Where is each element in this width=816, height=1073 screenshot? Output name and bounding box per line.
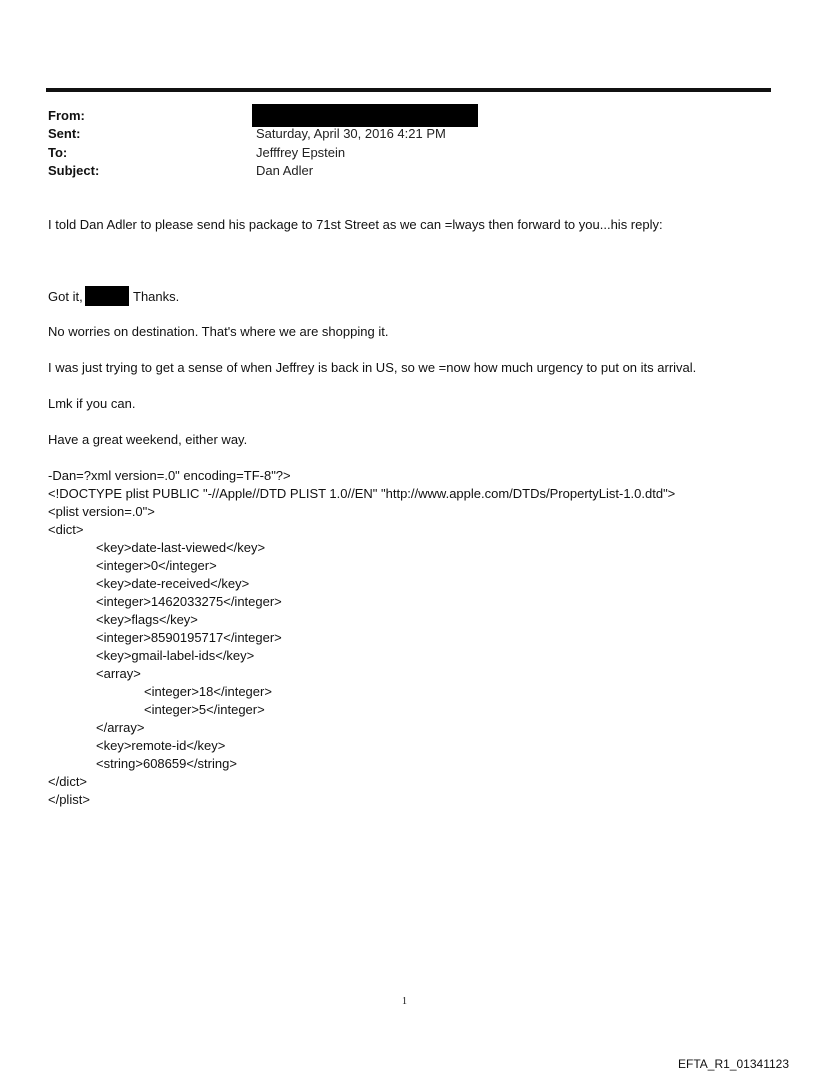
plist-line: <key>remote-id</key> — [96, 738, 226, 753]
redacted-sender — [252, 104, 478, 127]
subject-value: Dan Adler — [256, 163, 314, 178]
plist-line: <integer>18</integer> — [144, 684, 272, 699]
plist-line: <array> — [96, 666, 141, 681]
redacted-name — [85, 286, 129, 306]
plist-line: <plist version=.0"> — [48, 504, 155, 519]
intro-paragraph: I told Dan Adler to please send his package to 71st Street as we can =lways then forward to you...his reply: — [48, 217, 663, 232]
plist-line: <dict> — [48, 522, 84, 537]
plist-line: -Dan=?xml version=.0" encoding=TF-8"?> — [48, 468, 291, 483]
plist-line: <integer>5</integer> — [144, 702, 265, 717]
plist-line: <key>gmail-label-ids</key> — [96, 648, 255, 663]
sent-value: Saturday, April 30, 2016 4:21 PM — [256, 126, 446, 141]
got-it-suffix: Thanks. — [133, 289, 180, 304]
plist-line: <!DOCTYPE plist PUBLIC "-//Apple//DTD PLIST 1.0//EN" "http://www.apple.com/DTDs/PropertyList-1.0.dtd"> — [48, 486, 676, 501]
plist-line: <integer>1462033275</integer> — [96, 594, 282, 609]
weekend-paragraph: Have a great weekend, either way. — [48, 432, 248, 447]
page-number: 1 — [402, 996, 407, 1007]
plist-line: <string>608659</string> — [96, 756, 237, 771]
to-value: Jefffrey Epstein — [256, 145, 346, 160]
sent-label: Sent: — [48, 126, 81, 141]
document-id: EFTA_R1_01341123 — [678, 1057, 789, 1071]
subject-label: Subject: — [48, 163, 100, 178]
plist-line: </array> — [96, 720, 145, 735]
to-label: To: — [48, 145, 68, 160]
plist-line: <key>date-last-viewed</key> — [96, 540, 266, 555]
from-label: From: — [48, 108, 85, 123]
header-divider — [46, 88, 771, 92]
plist-line: </dict> — [48, 774, 88, 789]
destination-paragraph: No worries on destination. That's where we are shopping it. — [48, 324, 389, 339]
got-it-prefix: Got it, — [48, 289, 83, 304]
plist-line: <integer>0</integer> — [96, 558, 217, 573]
lmk-paragraph: Lmk if you can. — [48, 396, 136, 411]
plist-line: <key>flags</key> — [96, 612, 198, 627]
plist-line: </plist> — [48, 792, 90, 807]
trying-paragraph: I was just trying to get a sense of when Jeffrey is back in US, so we =now how much urgency to put on its arrival. — [48, 360, 697, 375]
plist-line: <integer>8590195717</integer> — [96, 630, 282, 645]
plist-line: <key>date-received</key> — [96, 576, 250, 591]
